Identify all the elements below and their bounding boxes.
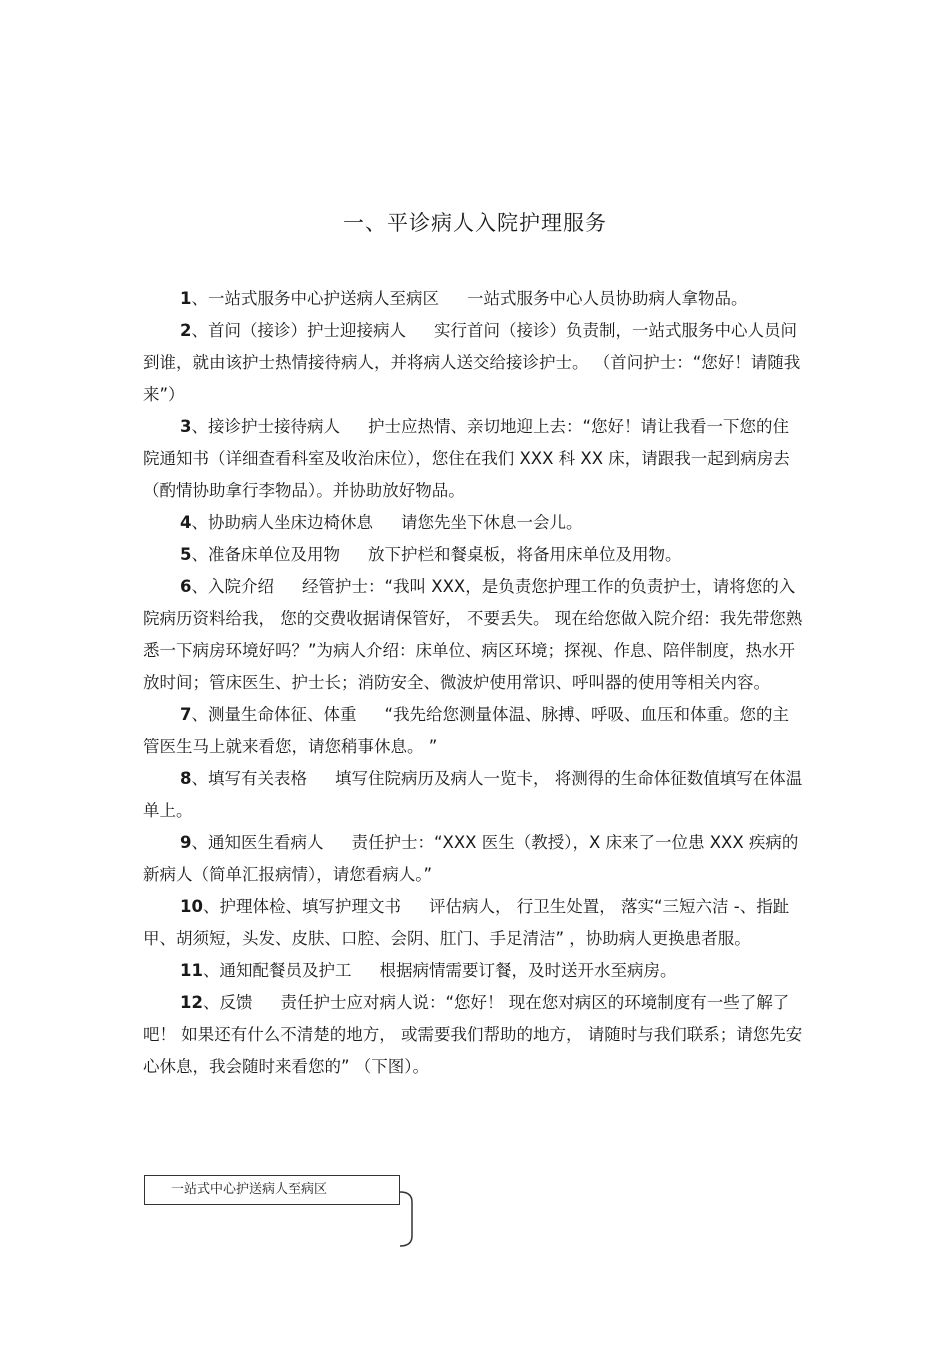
item-number: 11 <box>180 961 203 980</box>
flowchart-box: 一站式中心护送病人至病区 <box>144 1175 400 1205</box>
paragraph-3 <box>143 411 805 507</box>
item-text: 根据病情需要订餐，及时送开水至病房。 <box>379 961 677 980</box>
item-text: 请您先坐下休息一会儿。 <box>400 513 583 532</box>
paragraph-5 <box>143 539 805 571</box>
paragraph-11 <box>143 955 805 987</box>
item-number: 10 <box>180 897 203 916</box>
item-heading: 、填写有关表格 <box>191 769 307 788</box>
item-number: 12 <box>180 993 203 1012</box>
item-heading: 、准备床单位及用物 <box>191 545 340 564</box>
paragraph-9 <box>143 827 805 891</box>
item-text: 护士应热情、亲切地迎上去：“您好！请让我看一下您的住院通知书（详细查看科室及收治床位），您住在我们 XXX 科 XX 床，请跟我一起到病房去（酌情协助拿行李物品）。并协助放好物品。 <box>143 417 790 500</box>
item-text: 放下护栏和餐桌板，将备用床单位及用物。 <box>367 545 682 564</box>
item-text: “我先给您测量体温、脉搏、呼吸、血压和体重。您的主管医生马上就来看您，请您稍事休息。 ” <box>143 705 790 756</box>
item-number: 8 <box>180 769 192 788</box>
paragraph-2 <box>143 315 805 411</box>
item-number: 2 <box>180 321 192 340</box>
item-number: 7 <box>180 705 192 724</box>
paragraph-4 <box>143 507 805 539</box>
item-number: 3 <box>180 417 192 436</box>
paragraph-6 <box>143 571 805 699</box>
item-heading: 、护理体检、填写护理文书 <box>202 897 401 916</box>
item-text: 实行首问（接诊）负责制，一站式服务中心人员问到谁，就由该护士热情接待病人，并将病人送交给接诊护士。 （首问护士：“您好！请随我来”） <box>143 321 801 404</box>
paragraph-1 <box>143 283 805 315</box>
item-number: 6 <box>180 577 192 596</box>
paragraph-8 <box>143 763 805 827</box>
item-text: 评估病人， 行卫生处置， 落实“三短六洁 -、指趾甲、胡须短，头发、皮肤、口腔、会阴、肛门、手足清洁” ，协助病人更换患者服。 <box>143 897 790 948</box>
item-text: 责任护士应对病人说：“您好！ 现在您对病区的环境制度有一些了解了吧！ 如果还有什么不清楚的地方， 或需要我们帮助的地方， 请随时与我们联系；请您先安心休息，我会随时来看您的” （下图）。 <box>143 993 803 1076</box>
paragraph-12 <box>143 987 805 1083</box>
item-text: 一站式服务中心人员协助病人拿物品。 <box>466 289 748 308</box>
item-number: 5 <box>180 545 192 564</box>
item-number: 4 <box>180 513 192 532</box>
flowchart-bracket <box>398 1190 422 1250</box>
item-text: 责任护士：“XXX 医生（教授），X 床来了一位患 XXX 疾病的新病人（简单汇报病情），请您看病人。” <box>143 833 799 884</box>
item-number: 1 <box>180 289 192 308</box>
item-heading: 、测量生命体征、体重 <box>191 705 357 724</box>
item-heading: 、协助病人坐床边椅休息 <box>191 513 373 532</box>
page-title: 一、平诊病人入院护理服务 <box>343 211 607 235</box>
item-heading: 、接诊护士接待病人 <box>191 417 340 436</box>
document-body <box>143 283 805 1083</box>
paragraph-10 <box>143 891 805 955</box>
item-heading: 、入院介绍 <box>191 577 274 596</box>
item-text: 填写住院病历及病人一览卡， 将测得的生命体征数值填写在体温单上。 <box>143 769 803 820</box>
item-heading: 、通知配餐员及护工 <box>202 961 352 980</box>
paragraph-7 <box>143 699 805 763</box>
item-heading: 、通知医生看病人 <box>191 833 324 852</box>
item-number: 9 <box>180 833 192 852</box>
item-text: 经管护士：“我叫 XXX，是负责您护理工作的负责护士，请将您的入院病历资料给我， 您的交费收据请保管好， 不要丢失。 现在给您做入院介绍：我先带您熟悉一下病房环境好吗？”为病人介绍：床单位、病区环境；探视、作息、陪伴制度，热水开放时间；管床医生、护士长；消防安全、微波炉使用常识、呼叫器的使用等相关内容。 <box>143 577 803 692</box>
item-heading: 、首问（接诊）护士迎接病人 <box>191 321 406 340</box>
item-heading: 、一站式服务中心护送病人至病区 <box>191 289 439 308</box>
item-heading: 、反馈 <box>202 993 253 1012</box>
